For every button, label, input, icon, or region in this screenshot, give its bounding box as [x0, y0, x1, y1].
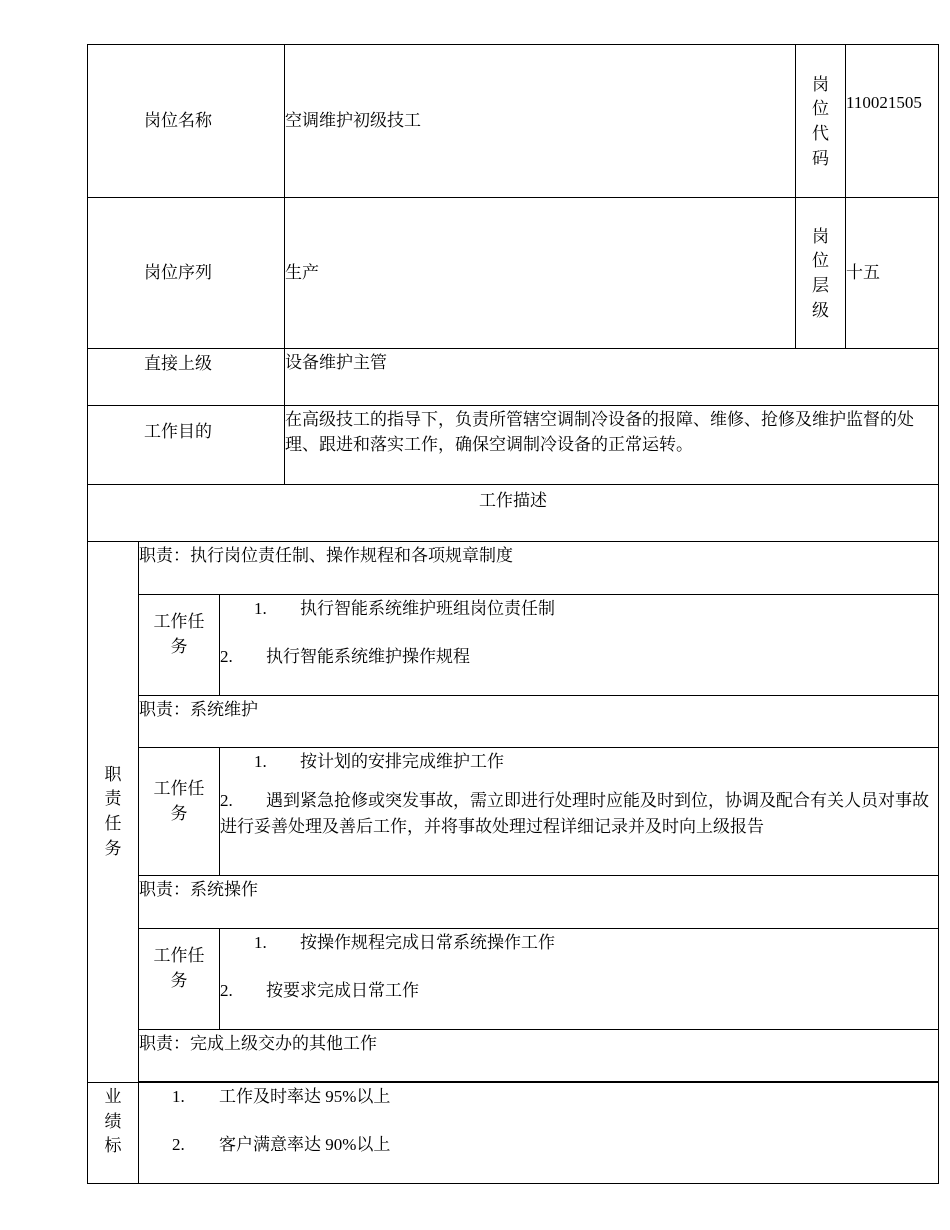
task-list [220, 748, 939, 876]
duty-row [88, 1030, 939, 1082]
performance-list [139, 1083, 939, 1184]
row-position-series [88, 198, 939, 349]
task-text: 按计划的安排完成维护工作 [300, 752, 504, 771]
task-item [220, 788, 938, 840]
task-text: 执行智能系统维护操作规程 [266, 647, 470, 666]
performance-number: 2. [172, 1135, 185, 1154]
position-code-label: 岗位代码 [796, 45, 846, 198]
purpose-label: 工作目的 [88, 406, 285, 485]
performance-item [139, 1085, 938, 1111]
position-series-value: 生产 [285, 198, 796, 349]
position-name-value: 空调维护初级技工 [285, 45, 796, 198]
superior-label: 直接上级 [88, 349, 285, 406]
performance-label-text: 业绩标 [104, 1087, 122, 1156]
row-superior [88, 349, 939, 406]
duty-title: 职责：执行岗位责任制、操作规程和各项规章制度 [139, 542, 939, 595]
task-row [88, 748, 939, 876]
task-item [220, 931, 938, 957]
task-number: 2. [220, 791, 233, 810]
duties-label [88, 542, 139, 1083]
duty-title: 职责：系统维护 [139, 696, 939, 748]
superior-value: 设备维护主管 [285, 349, 939, 406]
position-code-value: 110021505 [846, 45, 939, 198]
task-text: 按要求完成日常工作 [266, 981, 419, 1000]
task-item [220, 979, 938, 1004]
task-number: 1. [254, 752, 267, 771]
task-number: 2. [220, 647, 233, 666]
duty-title: 职责：系统操作 [139, 876, 939, 929]
task-text: 遇到紧急抢修或突发事故，需立即进行处理时应能及时到位，协调及配合有关人员对事故进行妥善处理及善后工作，并将事故处理过程详细记录并及时向上级报告 [220, 791, 929, 836]
task-label: 工作任务 [139, 748, 220, 876]
task-list [220, 929, 939, 1030]
task-item [220, 597, 938, 623]
performance-text: 工作及时率达 95%以上 [219, 1087, 391, 1106]
job-description-table [87, 44, 939, 1184]
task-number: 1. [254, 933, 267, 952]
task-text: 按操作规程完成日常系统操作工作 [300, 933, 555, 952]
duties-label-text: 职责任务 [104, 764, 122, 858]
duty-title: 职责：完成上级交办的其他工作 [139, 1030, 939, 1082]
row-section-title [88, 485, 939, 542]
task-label: 工作任务 [139, 929, 220, 1030]
performance-label [88, 1083, 139, 1184]
section-title: 工作描述 [88, 485, 939, 542]
performance-text: 客户满意率达 90%以上 [219, 1135, 391, 1154]
task-number: 1. [254, 599, 267, 618]
task-number: 2. [220, 981, 233, 1000]
row-purpose [88, 406, 939, 485]
position-name-label: 岗位名称 [88, 45, 285, 198]
duty-row [88, 696, 939, 748]
position-level-label: 岗位层级 [796, 198, 846, 349]
row-performance [88, 1083, 939, 1184]
performance-item [139, 1133, 938, 1159]
task-row [88, 595, 939, 696]
duty-row [88, 542, 939, 595]
performance-number: 1. [172, 1087, 185, 1106]
task-text: 执行智能系统维护班组岗位责任制 [300, 599, 555, 618]
position-level-value: 十五 [846, 198, 939, 349]
duty-row [88, 876, 939, 929]
task-item [220, 750, 938, 776]
task-list [220, 595, 939, 696]
row-position-name [88, 45, 939, 198]
task-label: 工作任务 [139, 595, 220, 696]
position-series-label: 岗位序列 [88, 198, 285, 349]
task-item [220, 645, 938, 670]
purpose-value: 在高级技工的指导下，负责所管辖空调制冷设备的报障、维修、抢修及维护监督的处理、跟进和落实工作，确保空调制冷设备的正常运转。 [285, 406, 939, 485]
task-row [88, 929, 939, 1030]
